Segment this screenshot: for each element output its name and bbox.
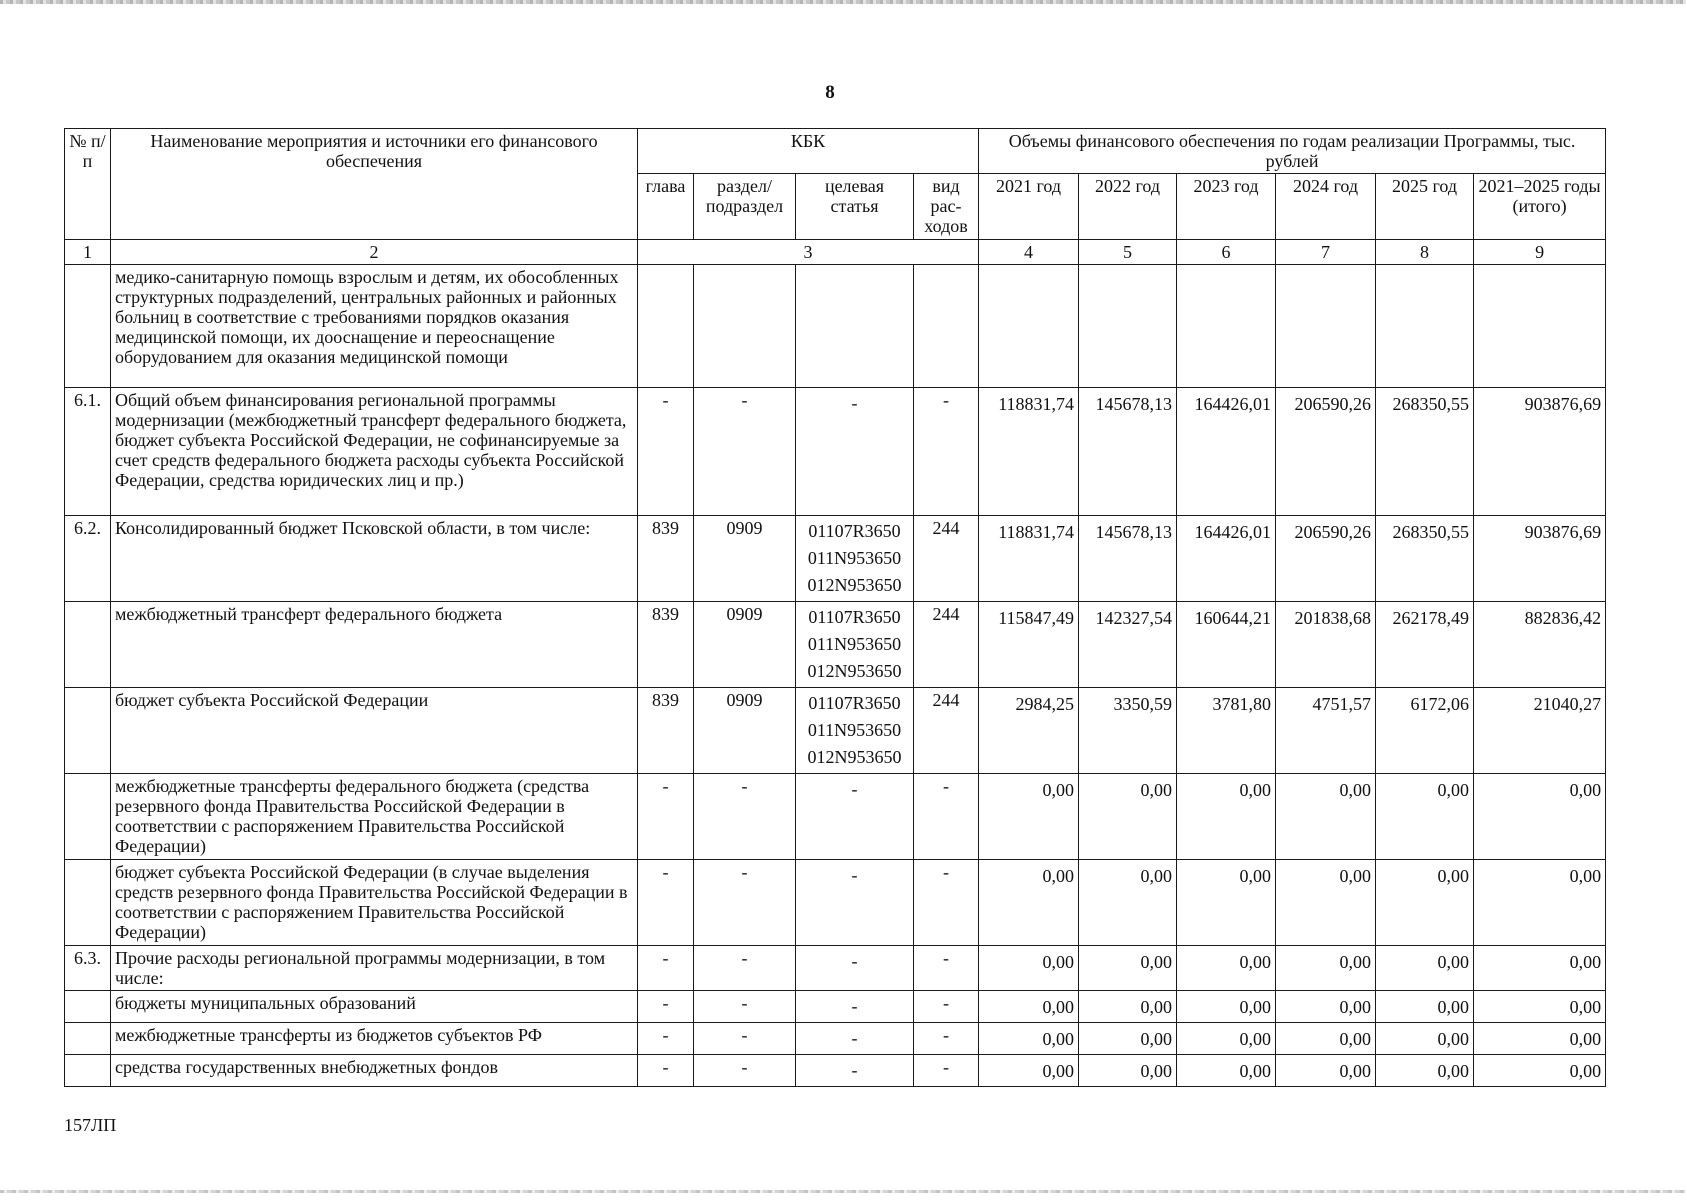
row-value-2024: 4751,57: [1276, 688, 1376, 774]
celevaya-code: 012N953650: [807, 575, 902, 595]
table-row: [65, 388, 1606, 516]
row-celevaya: [796, 602, 914, 688]
row-celevaya: [796, 388, 914, 516]
row-value-2025: 268350,55: [1376, 388, 1474, 516]
row-value-2022: 0,00: [1079, 1055, 1177, 1087]
row-name: Консолидированный бюджет Псковской области, в том числе:: [111, 516, 638, 602]
row-value-2022: 145678,13: [1079, 516, 1177, 602]
row-no: [65, 1023, 111, 1055]
row-name: межбюджетные трансферты из бюджетов субъектов РФ: [111, 1023, 638, 1055]
row-celevaya: [796, 774, 914, 860]
row-value-2021: 0,00: [979, 860, 1079, 946]
row-value-2022: 142327,54: [1079, 602, 1177, 688]
row-vid: -: [914, 946, 979, 991]
row-glava: 839: [638, 516, 694, 602]
row-vid: 244: [914, 688, 979, 774]
row-value-2025: 262178,49: [1376, 602, 1474, 688]
row-value-total: 0,00: [1474, 991, 1606, 1023]
row-razdel: -: [694, 774, 796, 860]
colnum-2: 2: [111, 240, 638, 265]
row-value-2024: 206590,26: [1276, 388, 1376, 516]
table-row: [65, 516, 1606, 602]
row-value-2025: 0,00: [1376, 774, 1474, 860]
celevaya-code: -: [851, 779, 858, 799]
row-razdel: -: [694, 860, 796, 946]
row-value-2023: [1177, 265, 1276, 388]
row-value-total: 903876,69: [1474, 516, 1606, 602]
row-value-2022: 0,00: [1079, 774, 1177, 860]
column-number-row: [65, 240, 1606, 265]
row-value-2023: 160644,21: [1177, 602, 1276, 688]
row-razdel: [694, 265, 796, 388]
colnum-9: 9: [1474, 240, 1606, 265]
table-row: [65, 991, 1606, 1023]
row-value-2024: 0,00: [1276, 946, 1376, 991]
header-razdel: раздел/ подраздел: [694, 174, 796, 240]
row-celevaya: [796, 991, 914, 1023]
header-glava: глава: [638, 174, 694, 240]
row-value-2025: 6172,06: [1376, 688, 1474, 774]
celevaya-code: 011N953650: [807, 548, 902, 568]
row-razdel: -: [694, 946, 796, 991]
row-name: Прочие расходы региональной программы модернизации, в том числе:: [111, 946, 638, 991]
row-glava: -: [638, 860, 694, 946]
row-no: 6.2.: [65, 516, 111, 602]
row-no: [65, 602, 111, 688]
row-value-total: [1474, 265, 1606, 388]
row-value-total: 0,00: [1474, 860, 1606, 946]
colnum-8: 8: [1376, 240, 1474, 265]
header-2025: 2025 год: [1376, 174, 1474, 240]
row-value-2023: 3781,80: [1177, 688, 1276, 774]
row-razdel: 0909: [694, 516, 796, 602]
row-name: медико-санитарную помощь взрослым и детям, их обособленных структурных подразделений, центральных районных и районных больниц в соответствие с требованиями порядков оказания медицинской помощи, их дооснащение и переоснащение оборудованием для оказания медицинской помощи: [111, 265, 638, 388]
header-name: Наименование мероприятия и источники его финансового обеспечения: [111, 129, 638, 240]
row-no: [65, 265, 111, 388]
row-no: [65, 860, 111, 946]
row-vid: 244: [914, 516, 979, 602]
row-name: межбюджетный трансферт федерального бюджета: [111, 602, 638, 688]
row-value-total: 21040,27: [1474, 688, 1606, 774]
row-value-2021: 0,00: [979, 774, 1079, 860]
colnum-1: 1: [65, 240, 111, 265]
header-2022: 2022 год: [1079, 174, 1177, 240]
row-no: [65, 1055, 111, 1087]
scan-edge-bottom: [0, 1190, 1686, 1193]
row-glava: -: [638, 388, 694, 516]
document-code: 157ЛП: [64, 1115, 117, 1135]
table-body: [65, 265, 1606, 1087]
row-celevaya: [796, 1023, 914, 1055]
row-celevaya: [796, 688, 914, 774]
row-value-2025: 0,00: [1376, 1023, 1474, 1055]
row-value-2023: 164426,01: [1177, 516, 1276, 602]
celevaya-code: -: [851, 951, 858, 971]
row-no: [65, 774, 111, 860]
row-razdel: -: [694, 1023, 796, 1055]
row-value-2024: 206590,26: [1276, 516, 1376, 602]
celevaya-code: -: [851, 865, 858, 885]
row-value-2023: 0,00: [1177, 860, 1276, 946]
row-name: Общий объем финансирования региональной программы модернизации (межбюджетный трансферт федерального бюджета, бюджет субъекта Российской Федерации, не софинансируемые за счет средств федерального бюджета расходы субъекта Российской Федерации, средства юридических лиц и пр.): [111, 388, 638, 516]
row-value-2024: 0,00: [1276, 774, 1376, 860]
row-razdel: -: [694, 1055, 796, 1087]
celevaya-code: -: [851, 996, 858, 1016]
row-vid: -: [914, 991, 979, 1023]
row-no: [65, 688, 111, 774]
row-value-2025: [1376, 265, 1474, 388]
row-value-2025: 0,00: [1376, 1055, 1474, 1087]
row-value-total: 882836,42: [1474, 602, 1606, 688]
header-kbk: КБК: [638, 129, 979, 174]
colnum-5: 5: [1079, 240, 1177, 265]
row-value-2021: 0,00: [979, 1055, 1079, 1087]
colnum-4: 4: [979, 240, 1079, 265]
row-celevaya: [796, 265, 914, 388]
row-value-total: 0,00: [1474, 1055, 1606, 1087]
row-value-2022: 0,00: [1079, 1023, 1177, 1055]
row-value-2024: 0,00: [1276, 1023, 1376, 1055]
row-celevaya: [796, 946, 914, 991]
colnum-7: 7: [1276, 240, 1376, 265]
header-no: № п/п: [65, 129, 111, 240]
row-value-2025: 0,00: [1376, 860, 1474, 946]
table-row: [65, 265, 1606, 388]
header-2023: 2023 год: [1177, 174, 1276, 240]
row-value-2021: 118831,74: [979, 388, 1079, 516]
row-glava: -: [638, 774, 694, 860]
celevaya-code: -: [851, 1028, 858, 1048]
header-2021: 2021 год: [979, 174, 1079, 240]
celevaya-code: 012N953650: [807, 747, 902, 767]
celevaya-code: 012N953650: [807, 661, 902, 681]
row-value-2021: 0,00: [979, 946, 1079, 991]
row-vid: 244: [914, 602, 979, 688]
row-value-total: 0,00: [1474, 946, 1606, 991]
header-total: 2021–2025 годы (итого): [1474, 174, 1606, 240]
row-value-2023: 0,00: [1177, 1055, 1276, 1087]
header-volumes: Объемы финансового обеспечения по годам реализации Программы, тыс. рублей: [979, 129, 1606, 174]
header-vid: вид рас-ходов: [914, 174, 979, 240]
row-value-2024: 0,00: [1276, 1055, 1376, 1087]
row-value-2024: 0,00: [1276, 860, 1376, 946]
table-row: [65, 860, 1606, 946]
page-number: 8: [825, 82, 835, 103]
celevaya-code: 011N953650: [807, 634, 902, 654]
celevaya-code: 01107R3650: [808, 521, 901, 541]
row-vid: -: [914, 1023, 979, 1055]
row-value-2024: 201838,68: [1276, 602, 1376, 688]
row-value-2021: 0,00: [979, 1023, 1079, 1055]
row-no: 6.3.: [65, 946, 111, 991]
row-glava: 839: [638, 602, 694, 688]
financing-table: [64, 128, 1606, 1087]
row-value-2021: 2984,25: [979, 688, 1079, 774]
row-name: межбюджетные трансферты федерального бюджета (средства резервного фонда Правительства Российской Федерации в соответствии с распоряжением Правительства Российской Федерации): [111, 774, 638, 860]
row-value-2022: 3350,59: [1079, 688, 1177, 774]
row-value-2024: [1276, 265, 1376, 388]
table-row: [65, 1055, 1606, 1087]
row-celevaya: [796, 860, 914, 946]
row-value-2022: [1079, 265, 1177, 388]
row-glava: -: [638, 1023, 694, 1055]
row-name: бюджеты муниципальных образований: [111, 991, 638, 1023]
row-vid: -: [914, 774, 979, 860]
table-row: [65, 774, 1606, 860]
table-row: [65, 602, 1606, 688]
row-glava: 839: [638, 688, 694, 774]
row-value-2021: 118831,74: [979, 516, 1079, 602]
row-celevaya: [796, 516, 914, 602]
colnum-3: 3: [638, 240, 979, 265]
row-name: бюджет субъекта Российской Федерации (в случае выделения средств резервного фонда Правительства Российской Федерации в соответствии с распоряжением Правительства Российской Федерации): [111, 860, 638, 946]
header-celevaya: целевая статья: [796, 174, 914, 240]
celevaya-code: -: [851, 393, 858, 413]
scan-edge-top: [0, 0, 1686, 4]
row-vid: -: [914, 860, 979, 946]
celevaya-code: 011N953650: [807, 720, 902, 740]
row-value-total: 0,00: [1474, 774, 1606, 860]
row-glava: -: [638, 946, 694, 991]
row-no: 6.1.: [65, 388, 111, 516]
header-2024: 2024 год: [1276, 174, 1376, 240]
table-row: [65, 688, 1606, 774]
table-row: [65, 1023, 1606, 1055]
row-glava: -: [638, 1055, 694, 1087]
row-no: [65, 991, 111, 1023]
row-value-2023: 0,00: [1177, 946, 1276, 991]
row-value-2023: 0,00: [1177, 1023, 1276, 1055]
row-razdel: -: [694, 388, 796, 516]
row-value-2024: 0,00: [1276, 991, 1376, 1023]
row-vid: -: [914, 388, 979, 516]
header-row-1: [65, 129, 1606, 174]
row-value-2021: 0,00: [979, 991, 1079, 1023]
row-razdel: -: [694, 991, 796, 1023]
row-celevaya: [796, 1055, 914, 1087]
row-value-2022: 0,00: [1079, 946, 1177, 991]
row-value-2022: 0,00: [1079, 860, 1177, 946]
row-glava: [638, 265, 694, 388]
celevaya-code: 01107R3650: [808, 607, 901, 627]
row-value-2025: 0,00: [1376, 946, 1474, 991]
row-vid: -: [914, 1055, 979, 1087]
row-razdel: 0909: [694, 688, 796, 774]
table-row: [65, 946, 1606, 991]
row-value-total: 903876,69: [1474, 388, 1606, 516]
celevaya-code: 01107R3650: [808, 693, 901, 713]
row-value-2025: 268350,55: [1376, 516, 1474, 602]
row-value-total: 0,00: [1474, 1023, 1606, 1055]
row-razdel: 0909: [694, 602, 796, 688]
row-value-2025: 0,00: [1376, 991, 1474, 1023]
row-value-2023: 0,00: [1177, 991, 1276, 1023]
row-name: бюджет субъекта Российской Федерации: [111, 688, 638, 774]
row-value-2022: 145678,13: [1079, 388, 1177, 516]
row-value-2023: 164426,01: [1177, 388, 1276, 516]
colnum-6: 6: [1177, 240, 1276, 265]
row-vid: [914, 265, 979, 388]
row-value-2021: [979, 265, 1079, 388]
row-value-2021: 115847,49: [979, 602, 1079, 688]
row-value-2023: 0,00: [1177, 774, 1276, 860]
celevaya-code: -: [851, 1060, 858, 1080]
row-glava: -: [638, 991, 694, 1023]
row-value-2022: 0,00: [1079, 991, 1177, 1023]
row-name: средства государственных внебюджетных фондов: [111, 1055, 638, 1087]
